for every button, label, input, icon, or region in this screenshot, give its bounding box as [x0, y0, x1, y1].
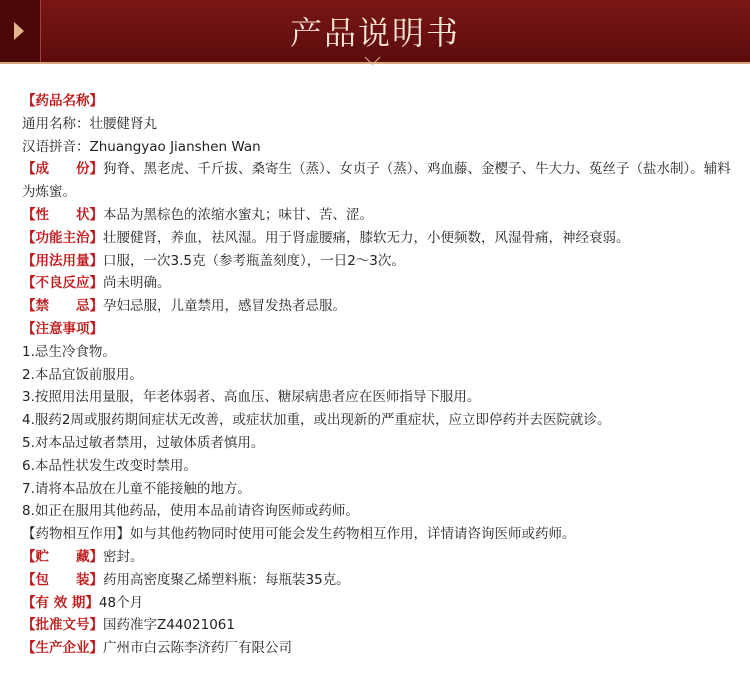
info-row	[22, 386, 738, 409]
field-value: 药用高密度聚乙烯塑料瓶：每瓶装35克。	[103, 571, 350, 588]
info-row	[22, 113, 738, 136]
info-row	[22, 272, 738, 295]
info-row	[22, 614, 738, 637]
field-value: 孕妇忌服，儿童禁用，感冒发热者忌服。	[103, 298, 346, 315]
header-banner	[0, 0, 750, 64]
info-row	[22, 569, 738, 592]
field-value: 如与其他药物同时使用可能会发生药物相互作用，详情请咨询医师或药师。	[130, 526, 576, 543]
field-label: 【生产企业】	[22, 640, 103, 657]
info-row	[22, 478, 738, 501]
info-row	[22, 364, 738, 387]
field-label: 【药品名称】	[22, 93, 103, 109]
field-label: 【批准文号】	[22, 617, 103, 634]
field-value: 5.对本品过敏者禁用，过敏体质者慎用。	[22, 434, 265, 451]
field-value: 8.如正在服用其他药品，使用本品前请咨询医师或药师。	[22, 503, 359, 520]
field-label: 【注意事项】	[22, 320, 103, 337]
field-value: 7.请将本品放在儿童不能接触的地方。	[22, 480, 251, 497]
field-value: 口服，一次3.5克（参考瓶盖刻度），一日2～3次。	[103, 252, 405, 269]
field-label: 【成 份】	[22, 161, 103, 178]
field-value: 壮腰健肾，养血，祛风湿。用于肾虚腰痛，膝软无力，小便频数，风湿骨痛，神经衰弱。	[103, 229, 630, 246]
field-label: 【包 装】	[22, 571, 103, 588]
field-value: 密封。	[103, 548, 144, 565]
info-row	[22, 318, 738, 341]
field-label: 【性 状】	[22, 206, 103, 223]
field-value: 48个月	[98, 594, 144, 611]
field-value: 2.本品宜饭前服用。	[22, 366, 143, 383]
info-row	[22, 637, 738, 660]
info-row	[22, 523, 738, 546]
field-label: 【有 效 期】	[22, 594, 99, 611]
field-value: 本品为黑棕色的浓缩水蜜丸；味甘、苦、涩。	[103, 206, 373, 223]
info-row	[22, 90, 738, 113]
instruction-content	[22, 90, 738, 660]
field-value: 尚未明确。	[103, 275, 171, 292]
info-row	[22, 432, 738, 455]
field-label: 【功能主治】	[22, 229, 103, 246]
info-row	[22, 409, 738, 432]
field-value: 广州市白云陈李济药厂有限公司	[103, 640, 292, 657]
field-label: 【贮 藏】	[22, 548, 103, 565]
field-value: 3.按照用法用量服，年老体弱者、高血压、糖尿病患者应在医师指导下服用。	[22, 389, 481, 406]
field-value: 汉语拼音：Zhuangyao Jianshen Wan	[22, 138, 261, 155]
info-row	[22, 250, 738, 273]
info-row	[22, 158, 738, 204]
field-label: 【不良反应】	[22, 275, 103, 292]
info-row	[22, 592, 738, 615]
info-row	[22, 455, 738, 478]
field-value: 通用名称：壮腰健肾丸	[22, 115, 157, 132]
field-value: 国药准字Z44021061	[103, 617, 235, 634]
info-row	[22, 295, 738, 318]
field-label: 【禁 忌】	[22, 298, 103, 315]
info-row	[22, 227, 738, 250]
field-value: 4.服药2周或服药期间症状无改善，或症状加重，或出现新的严重症状，应立即停药并去医院就诊。	[22, 412, 611, 429]
info-row	[22, 500, 738, 523]
info-row	[22, 136, 738, 159]
field-label: 【用法用量】	[22, 252, 103, 269]
field-value: 1.忌生冷食物。	[22, 343, 116, 360]
field-label: 【药物相互作用】	[22, 526, 130, 543]
field-value: 6.本品性状发生改变时禁用。	[22, 457, 197, 474]
field-value: 狗脊、黑老虎、千斤拔、桑寄生（蒸）、女贞子（蒸）、鸡血藤、金樱子、牛大力、菟丝子（盐水制）。辅料为炼蜜。	[22, 161, 731, 201]
info-row	[22, 341, 738, 364]
info-row	[22, 204, 738, 227]
info-row	[22, 546, 738, 569]
page-title: 产品说明书	[289, 14, 460, 52]
